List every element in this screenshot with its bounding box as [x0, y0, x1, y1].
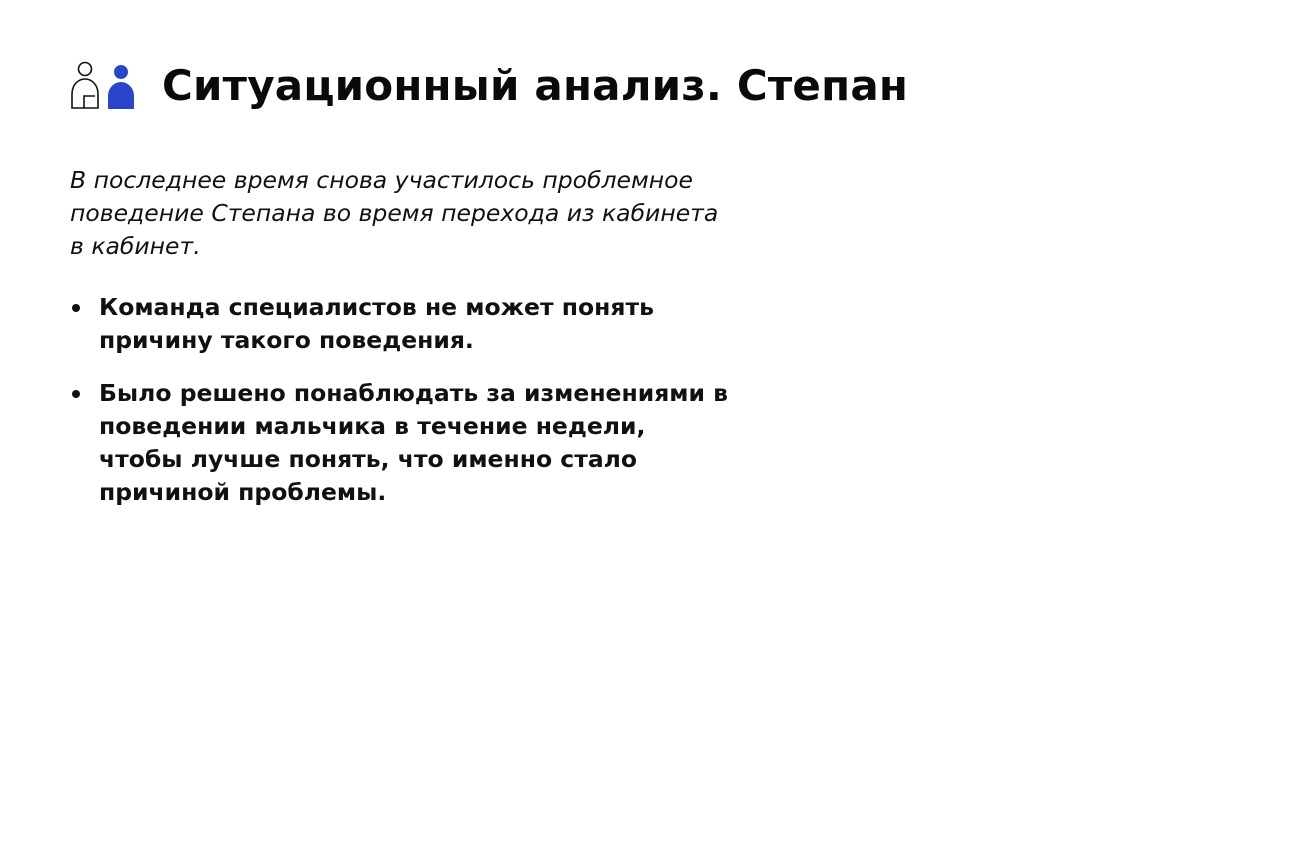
slide-content: [70, 164, 730, 529]
bullet-list: [70, 291, 730, 509]
bullet-dot-icon: [72, 304, 80, 312]
slide-header: [68, 56, 908, 116]
filled-person-icon: [108, 65, 134, 109]
page-title: Ситуационный анализ. Степан: [162, 61, 909, 110]
bullet-dot-icon: [72, 390, 80, 398]
bullet-item: [70, 377, 730, 509]
bullet-text: Было решено понаблюдать за изменениями в поведении мальчика в течение недели, чтобы лучше понять, что именно стало причиной проблемы.: [99, 379, 729, 506]
outline-person-icon: [72, 63, 98, 109]
lead-paragraph: В последнее время снова участилось проблемное поведение Степана во время перехода из кабинета в кабинет.: [70, 166, 719, 260]
bullet-item: [70, 291, 730, 357]
people-icon-group: [68, 61, 138, 111]
people-icon: [68, 61, 138, 111]
bullet-text: Команда специалистов не может понять причину такого поведения.: [99, 293, 654, 354]
